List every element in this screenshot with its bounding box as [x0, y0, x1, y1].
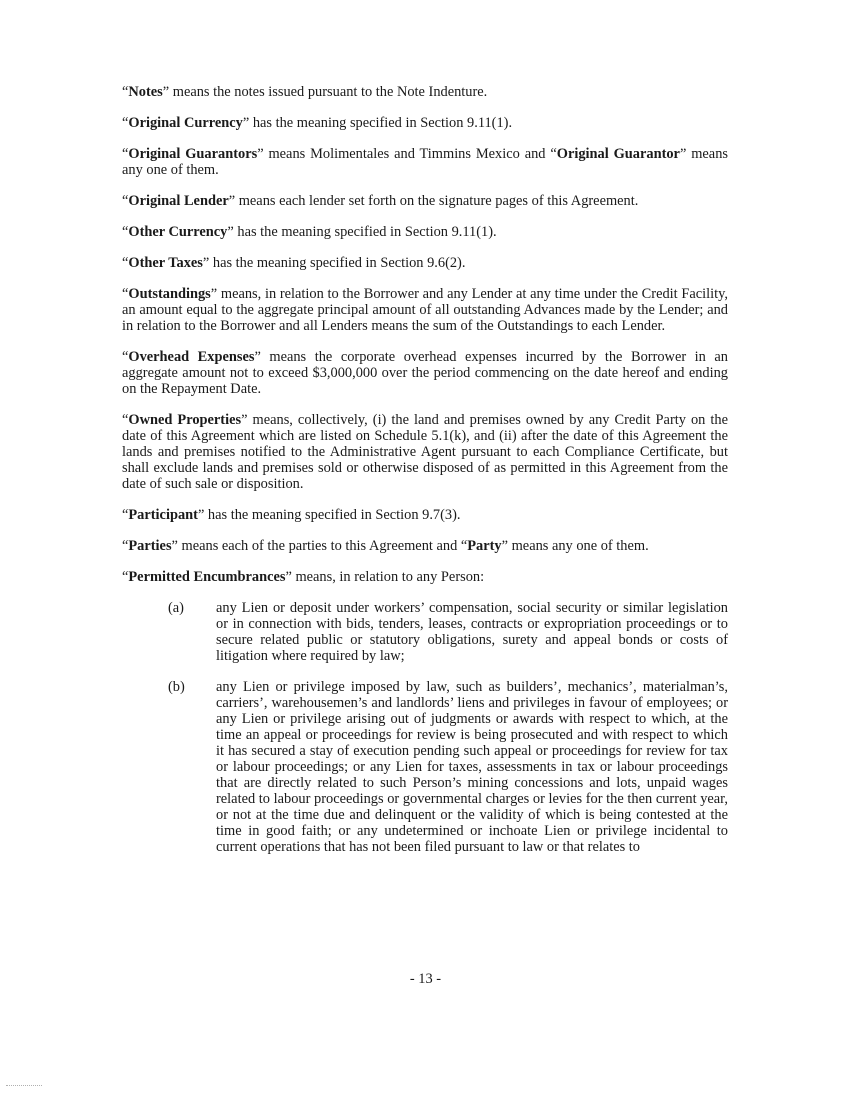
list-item: [122, 679, 728, 855]
definition-notes: “Notes” means the notes issued pursuant to the Note Indenture.: [122, 84, 488, 100]
defined-term: Original Guarantors: [128, 146, 258, 162]
list-item: [122, 600, 728, 664]
defined-term: Party: [467, 538, 502, 554]
definition-other-taxes: “Other Taxes” has the meaning specified in Section 9.6(2).: [122, 255, 466, 271]
definition-text: means the notes issued pursuant to the Note Indenture.: [169, 84, 488, 100]
definition-text: means any one of them.: [508, 538, 649, 554]
scan-artifact-mark: [6, 1085, 42, 1086]
definition-text: has the meaning specified in Section 9.6(2).: [209, 255, 466, 271]
definition-text: means each lender set forth on the signature pages of this Agreement.: [235, 193, 639, 209]
defined-term: Permitted Encumbrances: [128, 569, 286, 585]
definition-text: means any one of them.: [122, 146, 728, 178]
list-item-label: (b): [168, 679, 185, 695]
list-item-text: any Lien or privilege imposed by law, such as builders’, mechanics’, materialman’s, carriers’, warehousemen’s and landlords’ liens and privileges in favour of employees; or any Lien or privilege arising out of judgments or awards with respect to which, at the time an appeal or proceedings for review is being prosecuted and with respect to which it has secured a stay of execution pending such appeal or proceedings for review for tax or labour proceedings; or any Lien for taxes, assessments in tax or labour proceedings that are directly related to such Person’s mining concessions and lots, unpaid wages related to labour proceedings or governmental charges or levies for the then current year, or not at the time due and delinquent or the validity of which is being contested at the time in good faith; or any undetermined or inchoate Lien or privilege incidental to current operations that has not been filed pursuant to law or that relates to: [216, 679, 728, 855]
definition-text: has the meaning specified in Section 9.7(3).: [204, 507, 461, 523]
definition-other-currency: “Other Currency” has the meaning specified in Section 9.11(1).: [122, 224, 497, 240]
definition-text: has the meaning specified in Section 9.11(1).: [249, 115, 513, 131]
definition-permitted-encumbrances: “Permitted Encumbrances” means, in relation to any Person:: [122, 569, 485, 585]
list-item-label: (a): [168, 600, 184, 616]
definition-text: means, collectively, (i) the land and premises owned by any Credit Party on the date of this Agreement which are listed on Schedule 5.1(k), and (ii) after the date of this Agreement the lands and premises notified to the Administrative Agent pursuant to each Compliance Certificate, but shall exclude lands and premises sold or otherwise disposed of as permitted in this Agreement from the date of such sale or disposition.: [122, 412, 728, 492]
definition-original-currency: “Original Currency” has the meaning specified in Section 9.11(1).: [122, 115, 513, 131]
defined-term: Other Currency: [128, 224, 228, 240]
definition-owned-properties: “Owned Properties” means, collectively, (i) the land and premises owned by any Credit Party on the date of this Agreement which are listed on Schedule 5.1(k), and (ii) after the date of this Agreement the lands and premises notified to the Administrative Agent pursuant to each Compliance Certificate, but shall exclude lands and premises sold or otherwise disposed of as permitted in this Agreement from the date of such sale or disposition.: [122, 412, 728, 492]
defined-term: Original Lender: [128, 193, 229, 209]
definition-text: means the corporate overhead expenses incurred by the Borrower in an aggregate amount not to exceed $3,000,000 over the period commencing on the date hereof and ending on the Repayment Date.: [122, 349, 728, 397]
defined-term: Original Currency: [128, 115, 243, 131]
defined-term: Original Guarantor: [556, 146, 680, 162]
definition-text: means, in relation to the Borrower and any Lender at any time under the Credit Facility, an amount equal to the aggregate principal amount of all outstanding Advances made by the Lender; and in relation to the Borrower and all Lenders means the sum of the Outstandings to each Lender.: [122, 286, 728, 334]
definition-text: means, in relation to any Person:: [291, 569, 485, 585]
definition-original-guarantors: “Original Guarantors” means Molimentales and Timmins Mexico and “Original Guarantor” means any one of them.: [122, 146, 728, 178]
defined-term: Notes: [128, 84, 163, 100]
defined-term: Participant: [128, 507, 198, 523]
definition-original-lender: “Original Lender” means each lender set forth on the signature pages of this Agreement.: [122, 193, 639, 209]
list-item-text: any Lien or deposit under workers’ compensation, social security or similar legislation or in connection with bids, tenders, leases, contracts or expropriation proceedings or to secure related public or statutory obligations, surety and appeal bonds or costs of litigation where required by law;: [216, 600, 728, 664]
definition-participant: “Participant” has the meaning specified in Section 9.7(3).: [122, 507, 461, 523]
defined-term: Overhead Expenses: [128, 349, 255, 365]
page-number: - 13 -: [409, 971, 442, 987]
definition-text: means Molimentales and Timmins Mexico and: [263, 146, 551, 162]
document-body: [122, 84, 728, 870]
defined-term: Parties: [128, 538, 172, 554]
definition-text: means each of the parties to this Agreement and: [177, 538, 461, 554]
defined-term: Owned Properties: [128, 412, 242, 428]
definition-outstandings: “Outstandings” means, in relation to the Borrower and any Lender at any time under the Credit Facility, an amount equal to the aggregate principal amount of all outstanding Advances made by the Lender; and in relation to the Borrower and all Lenders means the sum of the Outstandings to each Lender.: [122, 286, 728, 334]
definition-text: has the meaning specified in Section 9.11(1).: [233, 224, 497, 240]
defined-term: Other Taxes: [128, 255, 203, 271]
encumbrance-list: [122, 600, 728, 855]
definition-overhead-expenses: “Overhead Expenses” means the corporate overhead expenses incurred by the Borrower in an aggregate amount not to exceed $3,000,000 over the period commencing on the date hereof and ending on the Repayment Date.: [122, 349, 728, 397]
definition-parties: “Parties” means each of the parties to this Agreement and “Party” means any one of them.: [122, 538, 649, 554]
defined-term: Outstandings: [128, 286, 211, 302]
